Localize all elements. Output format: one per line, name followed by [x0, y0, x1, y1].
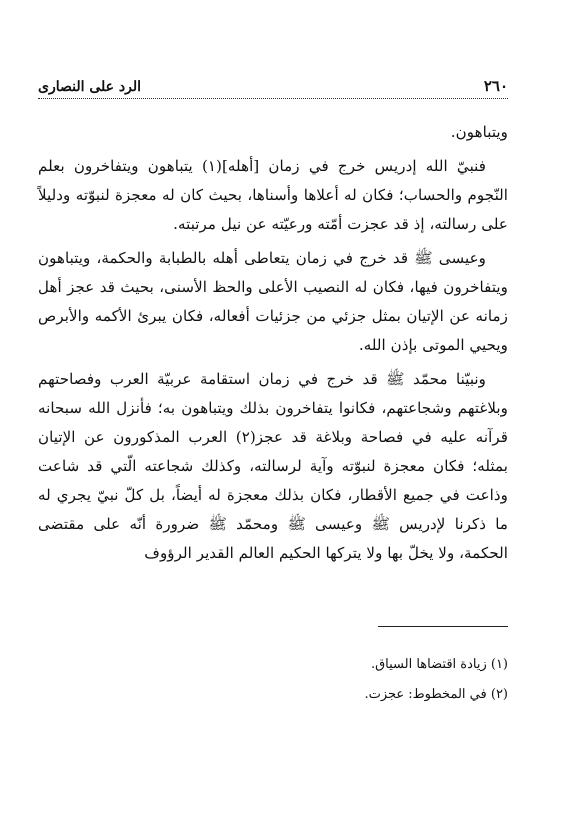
- footnote-1: (١) زيادة اقتضاها السياق.: [370, 657, 508, 672]
- main-text: [38, 118, 508, 568]
- footnote-2: (٢) في المخطوط: عجزت.: [364, 687, 508, 702]
- running-header: [38, 72, 508, 99]
- page-number: ٢٦٠: [483, 77, 508, 95]
- paragraph-4: ونبيّنا محمّد ﷺ قد خرج في زمان استقامة عربيّة العرب وفصاحتهم وبلاغتهم وشجاعتهم، فكانوا يتفاخرون بذلك ويتباهون به؛ فأنزل الله سبحانه قرآنه عليه في فصاحة وبلاغة قد عجز(٢) العرب المذكورون عن الإتيان بمثله؛ فكان معجزة لنبوّته وآية لرسالته، وكذلك شجاعته الّتي قد شاعت وذاعت في جميع الأقطار، فكان بذلك معجزة له أيضاً، بل كلّ نبيّ يجري له ما ذكرنا لإدريس ﷺ وعيسى ﷺ ومحمّد ﷺ ضرورة أنّه على مقتضى الحكمة، ولا يخلّ بها ولا يتركها الحكيم العالم القدير الرؤوف: [38, 370, 508, 562]
- footnote-separator: [378, 626, 508, 627]
- footnotes: [38, 650, 508, 710]
- paragraph-3: وعيسى ﷺ قد خرج في زمان يتعاطى أهله بالطبابة والحكمة، ويتباهون ويتفاخرون فيها، فكان له النصيب الأعلى والحظ الأسنى، بحيث قد عجز أهل زمانه عن الإتيان بمثل جزئي من جزئيات أفعاله، فكان يبرئ الأكمه والأبرص ويحيي الموتى بإذن الله.: [38, 249, 508, 354]
- running-title: الرد على النصارى: [38, 79, 142, 95]
- paragraph-1: ويتباهون.: [450, 123, 508, 141]
- paragraph-2: فنبيّ الله إدريس خرج في زمان [أهله](١) يتباهون ويتفاخرون بعلم النّجوم والحساب؛ فكان له أعلاها وأسناها، بحيث كان له معجزة لنبوّته ودليلاً على رسالته، إذ قد عجزت أمّته ورعيّته عن نيل مرتبته.: [38, 157, 508, 233]
